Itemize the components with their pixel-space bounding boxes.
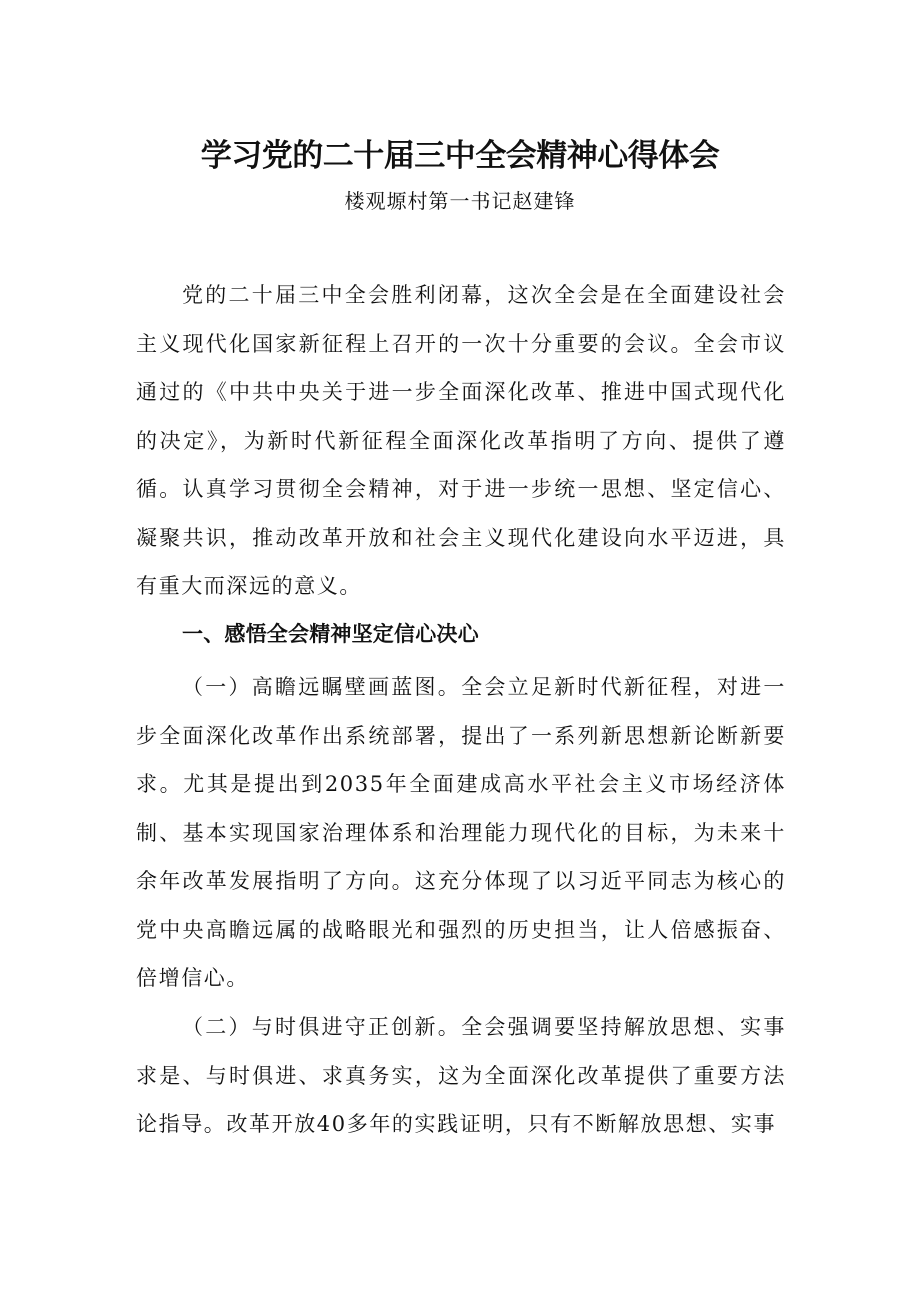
body-paragraph-2: （二）与时俱进守正创新。全会强调要坚持解放思想、实事求是、与时俱进、求真务实，这为全面深化改革提供了重要方法论指导。改革开放40多年的实践证明，只有不断解放思想、实事 <box>136 1015 786 1136</box>
body-paragraph-1: （一）高瞻远瞩壁画蓝图。全会立足新时代新征程，对进一步全面深化改革作出系统部署，提出了一系列新思想新论断新要求。尤其是提出到2035年全面建成高水平社会主义市场经济体制、基本实现国家治理体系和治理能力现代化的目标，为未来十余年改革发展指明了方向。这充分体现了以习近平同志为核心的党中央高瞻远属的战略眼光和强烈的历史担当，让人倍感振奋、倍增信心。 <box>136 675 786 990</box>
document-author: 楼观塬村第一书记赵建锋 <box>344 189 576 213</box>
section-heading: 一、感悟全会精神坚定信心决心 <box>182 622 479 646</box>
intro-paragraph: 党的二十届三中全会胜利闭幕，这次全会是在全面建设社会主义现代化国家新征程上召开的一次十分重要的会议。全会市议通过的《中共中央关于进一步全面深化改革、推进中国式现代化的决定》，为新时代新征程全面深化改革指明了方向、提供了遵循。认真学习贯彻全会精神，对于进一步统一思想、坚定信心、凝聚共识，推动改革开放和社会主义现代化建设向水平迈进，具有重大而深远的意义。 <box>136 283 786 598</box>
document-title: 学习党的二十届三中全会精神心得体会 <box>200 137 720 174</box>
